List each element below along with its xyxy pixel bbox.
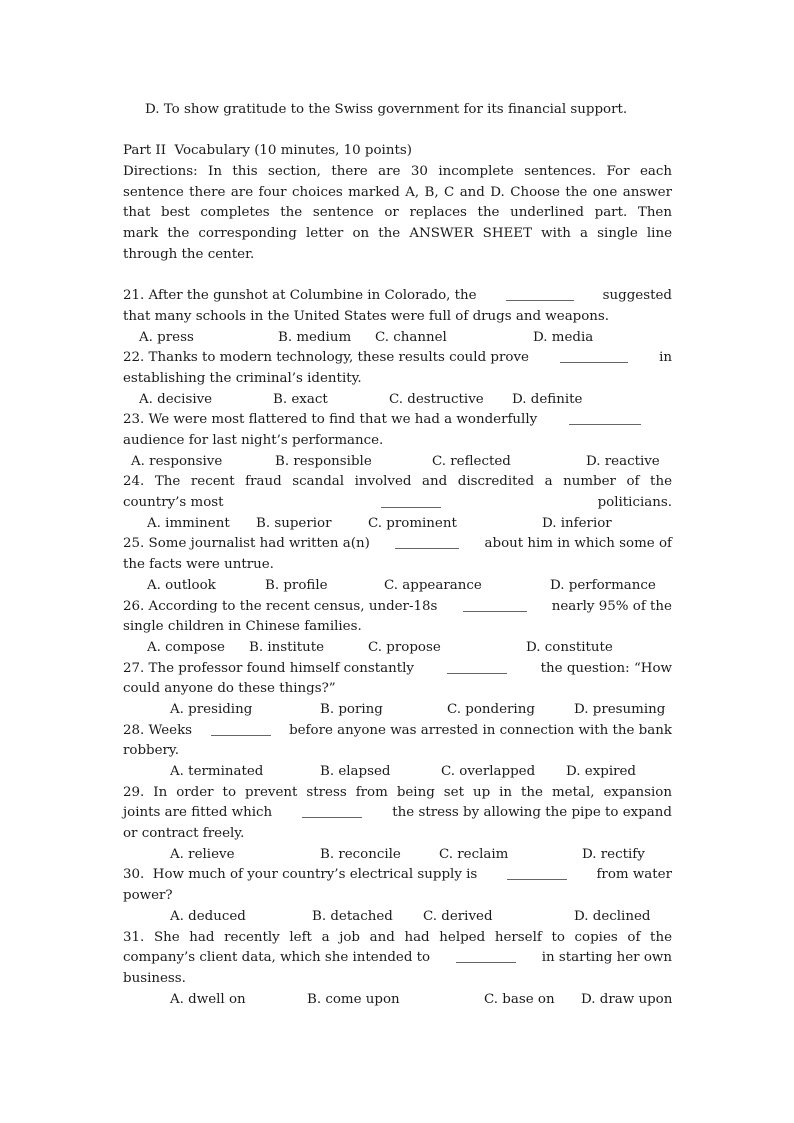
question-text-line: that many schools in the United States were full of drugs and weapons. [123,308,610,324]
option-c: C. base on [484,991,555,1007]
option-c: C. reflected [432,453,511,469]
option-c: C. overlapped [441,764,536,779]
question-text: country’s most [123,495,224,511]
option-c: C. derived [423,908,493,924]
question-text: 30. How much of your country’s electrical supply is [123,867,478,883]
question-text: suggested [602,288,672,304]
answer-blank [302,803,362,818]
option-c: C. propose [368,639,441,655]
question-text-line [123,493,672,514]
question-26 [123,597,672,659]
part-title: Part II Vocabulary (10 minutes, 10 points) [123,143,412,159]
question-text: the question: “How [540,660,672,676]
option-b: B. profile [265,577,328,593]
option-c: C. destructive [389,391,484,407]
option-d: D. declined [574,908,651,924]
question-25 [123,534,672,596]
question-text-line [123,865,672,886]
options-row [123,390,672,411]
question-text: nearly 95% of the [551,598,672,614]
answer-blank [569,410,641,425]
directions-line: Directions: In this section, there are 30 incomplete sentences. For each [123,164,672,180]
question-text-line [123,803,672,824]
question-text-line [123,948,672,969]
option-a: A. relieve [170,846,235,862]
option-d: D. reactive [586,453,660,469]
question-text-line: power? [123,888,173,904]
option-b: B. come upon [307,991,400,1007]
option-d: D. media [533,329,594,345]
directions-line: that best completes the sentence or replaces the underlined part. Then [123,205,672,221]
question-text-line [123,534,672,555]
answer-blank [211,721,271,736]
option-b: B. reconcile [320,846,401,862]
options-row [123,328,672,349]
question-24 [123,472,672,534]
question-text-line: audience for last night’s performance. [123,433,384,448]
answer-blank [447,659,507,674]
option-d: D. constitute [526,639,613,655]
question-text: 23. We were most flattered to find that we had a wonderfully [123,412,538,428]
question-text-line: could anyone do these things?” [123,681,336,697]
option-d: D. expired [566,764,636,779]
question-text: 28. Weeks [123,722,193,738]
question-27 [123,659,672,721]
options-row [123,576,672,597]
question-text: 22. Thanks to modern technology, these results could prove [123,350,529,366]
options-row [123,700,672,721]
option-a: A. imminent [147,515,230,531]
question-text-line [123,597,672,618]
question-text: company’s client data, which she intended to [123,950,431,966]
option-b: B. poring [320,701,383,717]
directions-line: through the center. [123,246,255,262]
question-text: 21. After the gunshot at Columbine in Colorado, the [123,288,477,304]
option-a: A. outlook [147,577,216,593]
answer-blank [507,865,567,880]
question-text-line: business. [123,970,186,986]
option-a: A. press [139,329,194,345]
option-c: C. appearance [384,577,482,593]
question-text-line: single children in Chinese families. [123,619,362,635]
question-30 [123,865,672,927]
question-29 [123,783,672,866]
question-text: 26. According to the recent census, under-18s [123,598,438,614]
question-text: 27. The professor found himself constantly [123,660,414,676]
option-c: C. channel [375,329,447,345]
question-31 [123,928,672,1011]
question-list [123,286,672,1010]
options-row [123,514,672,535]
option-a: A. presiding [170,701,253,717]
directions-line: mark the corresponding letter on the ANSWER SHEET with a single line [123,226,672,242]
option-a: A. decisive [139,391,213,407]
answer-blank [395,534,459,549]
question-text: about him in which some of [484,536,672,552]
option-a: A. terminated [170,764,264,779]
option-b: B. exact [273,391,328,407]
question-text-line: 24. The recent fraud scandal involved and discredited a number of the [123,474,672,490]
options-row [123,452,672,473]
question-text: 25. Some journalist had written a(n) [123,536,370,552]
question-text: joints are fitted which [123,805,273,821]
question-23 [123,410,672,472]
option-c: C. prominent [368,515,457,531]
question-text: in starting her own [541,950,672,966]
previous-option-d: D. To show gratitude to the Swiss government for its financial support. [145,102,628,117]
option-d: D. rectify [582,846,645,862]
option-c: C. reclaim [439,846,509,862]
question-text-line: the facts were untrue. [123,557,274,573]
question-text: before anyone was arrested in connection with the bank [289,722,672,738]
question-text-line [123,348,672,369]
option-a: A. responsive [131,453,223,469]
option-c: C. pondering [447,701,535,717]
options-row [123,990,672,1011]
option-d: D. inferior [542,515,612,531]
options-row [123,907,672,928]
answer-blank [506,286,574,301]
option-d: D. presuming [574,701,666,717]
option-b: B. responsible [275,453,372,469]
question-text-line: or contract freely. [123,826,245,842]
option-b: B. detached [312,908,393,924]
option-d: D. performance [550,577,656,593]
document-page [123,100,672,1010]
directions [123,162,672,265]
question-28 [123,721,672,783]
question-text-line: establishing the criminal’s identity. [123,370,362,386]
question-text-line: robbery. [123,743,179,759]
option-a: A. compose [147,639,225,655]
option-a: A. deduced [170,908,246,924]
question-text: in [659,350,672,366]
answer-blank [560,348,628,363]
question-22 [123,348,672,410]
option-b: B. institute [249,639,325,655]
option-b: B. elapsed [320,764,391,779]
question-text-line [123,721,672,742]
options-row [123,845,672,866]
question-text-line: 29. In order to prevent stress from being set up in the metal, expansion [123,784,672,800]
question-text-line [123,659,672,680]
question-21 [123,286,672,348]
directions-line: sentence there are four choices marked A, B, C and D. Choose the one answer [123,184,672,200]
question-text-line: 31. She had recently left a job and had helped herself to copies of the [123,929,672,945]
question-text-line [123,410,672,431]
option-a: A. dwell on [170,991,246,1007]
option-b: B. medium [278,329,352,345]
question-text: the stress by allowing the pipe to expand [392,805,672,821]
question-text: from water [596,867,672,883]
question-text: politicians. [597,495,672,511]
options-row [123,762,672,783]
option-d: D. definite [512,391,583,407]
answer-blank [456,948,516,963]
option-b: B. superior [256,515,332,531]
options-row [123,638,672,659]
question-text-line [123,286,672,307]
answer-blank [381,493,441,508]
answer-blank [463,597,527,612]
option-d: D. draw upon [581,991,673,1007]
